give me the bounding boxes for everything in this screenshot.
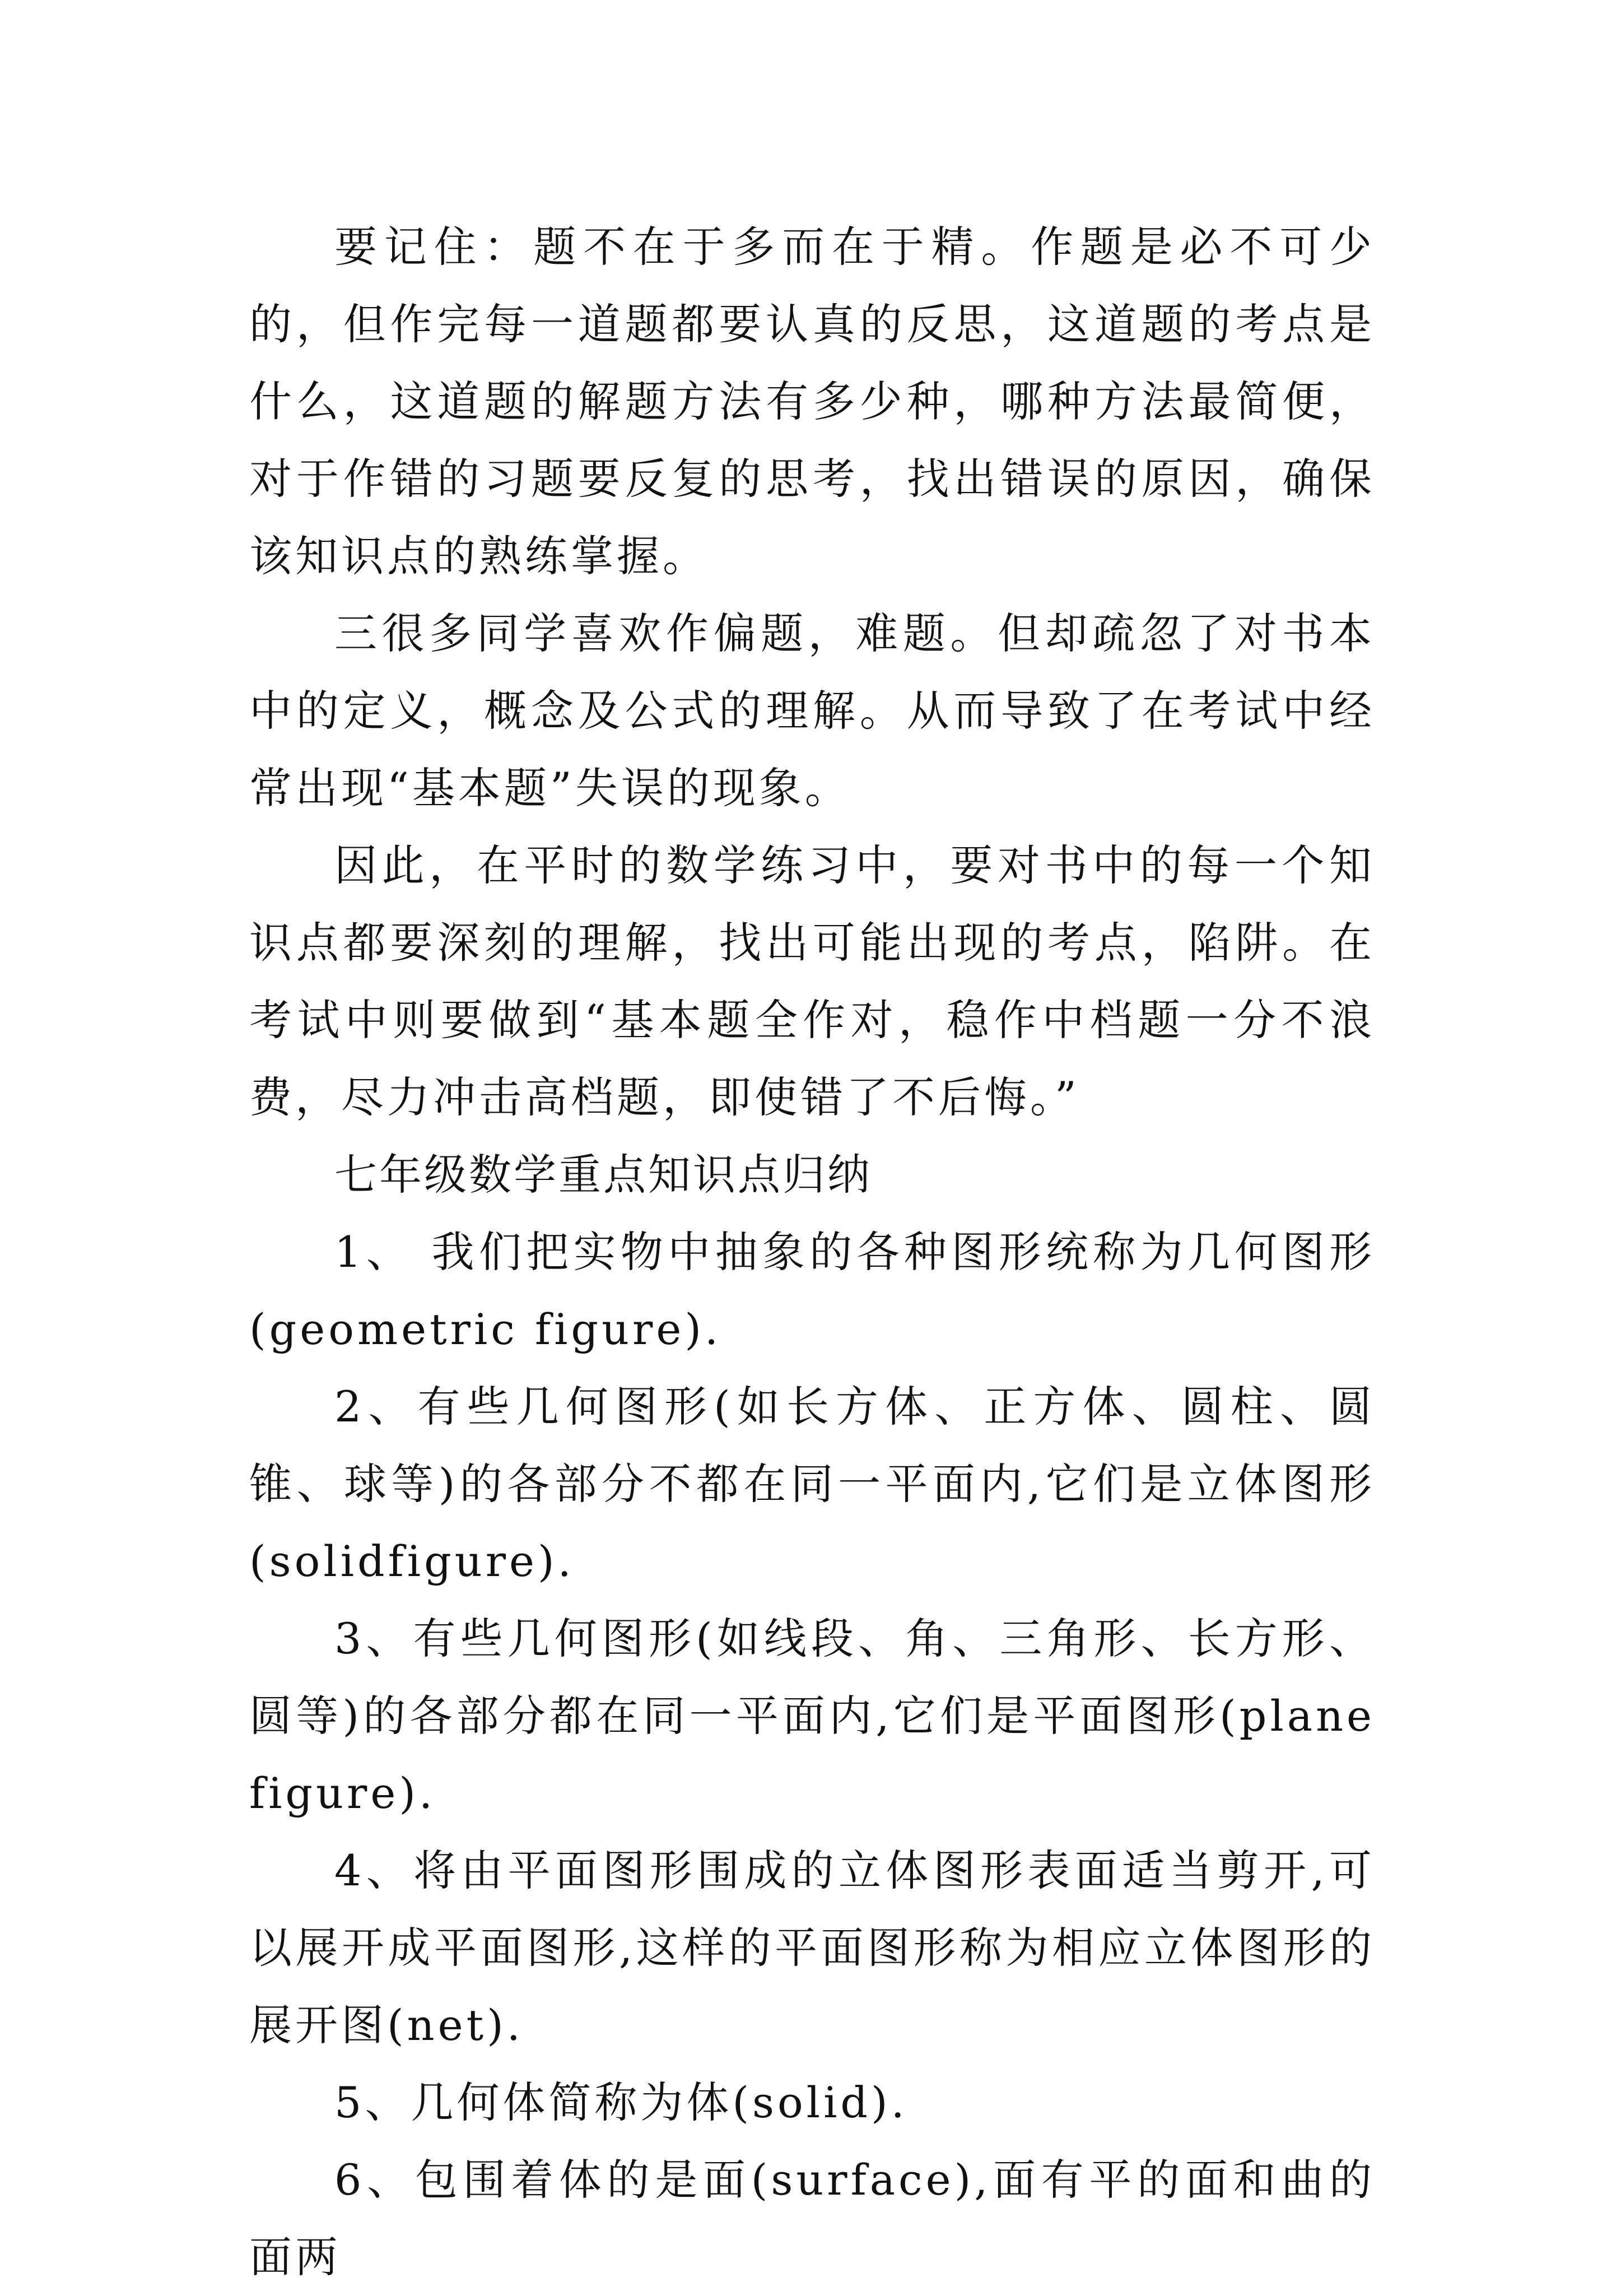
list-item-plane-figure: 3、有些几何图形(如线段、角、三角形、长方形、圆等)的各部分都在同一平面内,它们是平面图形(planefigure).	[249, 1614, 1375, 1818]
list-item-solid-figure: 2、有些几何图形(如长方体、正方体、圆柱、圆锥、球等)的各部分不都在同一平面内,它们是立体图形(solidfigure).	[249, 1382, 1375, 1586]
document-body	[249, 208, 1375, 2296]
list-item-solid: 5、几何体简称为体(solid).	[334, 2077, 908, 2127]
list-item-geometric-figure: 1、 我们把实物中抽象的各种图形统称为几何图形(geometric figure).	[249, 1227, 1375, 1354]
paragraph-basic-concepts: 三很多同学喜欢作偏题，难题。但却疏忽了对书本中的定义，概念及公式的理解。从而导致了在考试中经常出现“基本题”失误的现象。	[249, 608, 1375, 813]
paragraph-exam-strategy: 因此，在平时的数学练习中，要对书中的每一个知识点都要深刻的理解，找出可能出现的考点，陷阱。在考试中则要做到“基本题全作对，稳作中档题一分不浪费，尽力冲击高档题，即使错了不后悔。”	[249, 840, 1375, 1122]
paragraph-practice-advice: 要记住：题不在于多而在于精。作题是必不可少的，但作完每一道题都要认真的反思，这道题的考点是什么，这道题的解题方法有多少种，哪种方法最简便，对于作错的习题要反复的思考，找出错误的原因，确保该知识点的熟练掌握。	[249, 222, 1375, 581]
section-heading: 七年级数学重点知识点归纳	[334, 1150, 872, 1200]
list-item-net: 4、将由平面图形围成的立体图形表面适当剪开,可以展开成平面图形,这样的平面图形称为相应立体图形的展开图(net).	[249, 1846, 1375, 2050]
list-item-surface: 6、包围着体的是面(surface),面有平的面和曲的面两	[249, 2155, 1375, 2282]
